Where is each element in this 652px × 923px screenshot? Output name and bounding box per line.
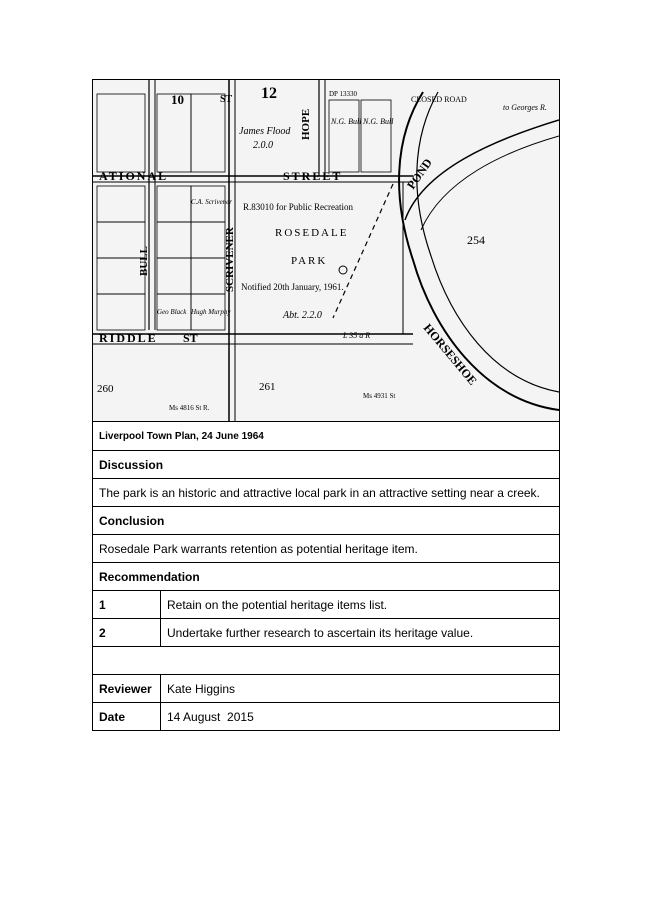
map-lot-12: 12 bbox=[261, 85, 277, 102]
reviewer-value: Kate Higgins bbox=[167, 681, 236, 696]
recommendation-number: 1 bbox=[93, 591, 161, 618]
discussion-text: The park is an historic and attractive local park in an attractive setting near a creek. bbox=[93, 478, 559, 506]
conclusion-text: Rosedale Park warrants retention as potential heritage item. bbox=[93, 534, 559, 562]
map-abt-label: Abt. 2.2.0 bbox=[283, 310, 322, 321]
map-notified-label: Notified 20th January, 1961. bbox=[241, 282, 344, 292]
map-dp-label: DP 13330 bbox=[329, 90, 357, 98]
reviewer-row bbox=[93, 674, 559, 702]
town-plan-map bbox=[93, 80, 559, 421]
map-caption: Liverpool Town Plan, 24 June 1964 bbox=[93, 421, 559, 450]
reviewer-label: Reviewer bbox=[93, 675, 161, 702]
date-row bbox=[93, 702, 559, 730]
recommendation-text: Undertake further research to ascertain its heritage value. bbox=[167, 625, 474, 640]
map-bull-label: BULL bbox=[138, 246, 150, 276]
map-pond-label: POND bbox=[403, 155, 435, 192]
map-lot-261: 261 bbox=[259, 381, 276, 393]
map-st-label: ST bbox=[220, 94, 233, 105]
map-lot-10: 10 bbox=[171, 92, 184, 107]
map-l35-label: L 35 a R bbox=[343, 331, 371, 340]
discussion-heading: Discussion bbox=[93, 450, 559, 478]
map-scrivener-label: SCRIVENER bbox=[224, 227, 236, 292]
map-hope-label: HOPE bbox=[300, 108, 312, 140]
date-label: Date bbox=[93, 703, 161, 730]
map-horseshoe-label: HORSESHOE bbox=[420, 320, 480, 388]
date-value: 14 August 2015 bbox=[167, 709, 254, 724]
map-ng-bull-2: N.G. Bull bbox=[363, 117, 394, 126]
map-ng-bull-1: N.G. Bull bbox=[331, 117, 362, 126]
map-hugh-murphy: Hugh Murphy bbox=[191, 308, 231, 316]
map-lot-260: 260 bbox=[97, 383, 114, 395]
map-geo-black: Geo Black bbox=[157, 308, 187, 316]
map-ms4931-label: Ms 4931 St bbox=[363, 392, 396, 400]
map-riddle-label: RIDDLE bbox=[99, 331, 158, 345]
map-closed-road-label: CLOSED ROAD bbox=[411, 95, 467, 104]
map-reserve-label: R.83010 for Public Recreation bbox=[243, 202, 353, 212]
recommendation-text: Retain on the potential heritage items list. bbox=[167, 597, 388, 612]
map-james-area: 2.0.0 bbox=[253, 140, 273, 151]
map-to-georges-label: to Georges R. bbox=[503, 103, 547, 112]
map-rosedale-label: ROSEDALE bbox=[275, 227, 349, 239]
recommendation-heading: Recommendation bbox=[93, 562, 559, 590]
recommendation-number: 2 bbox=[93, 619, 161, 646]
map-street-label: STREET bbox=[283, 169, 343, 183]
map-cell bbox=[93, 80, 559, 421]
recommendation-item-2 bbox=[93, 618, 559, 646]
map-ational-label: ATIONAL bbox=[99, 169, 169, 183]
map-ca-scrivener: C.A. Scrivener bbox=[191, 198, 233, 206]
blank-row bbox=[93, 646, 559, 674]
heritage-assessment-table bbox=[92, 79, 560, 731]
recommendation-item-1 bbox=[93, 590, 559, 618]
map-park-label: PARK bbox=[291, 255, 328, 267]
map-riddle-st-label: ST bbox=[183, 331, 198, 345]
conclusion-heading: Conclusion bbox=[93, 506, 559, 534]
map-ms4816-label: Ms 4816 St R. bbox=[169, 404, 210, 412]
map-lot-254: 254 bbox=[467, 233, 485, 247]
map-james-flood: James Flood bbox=[239, 126, 291, 137]
